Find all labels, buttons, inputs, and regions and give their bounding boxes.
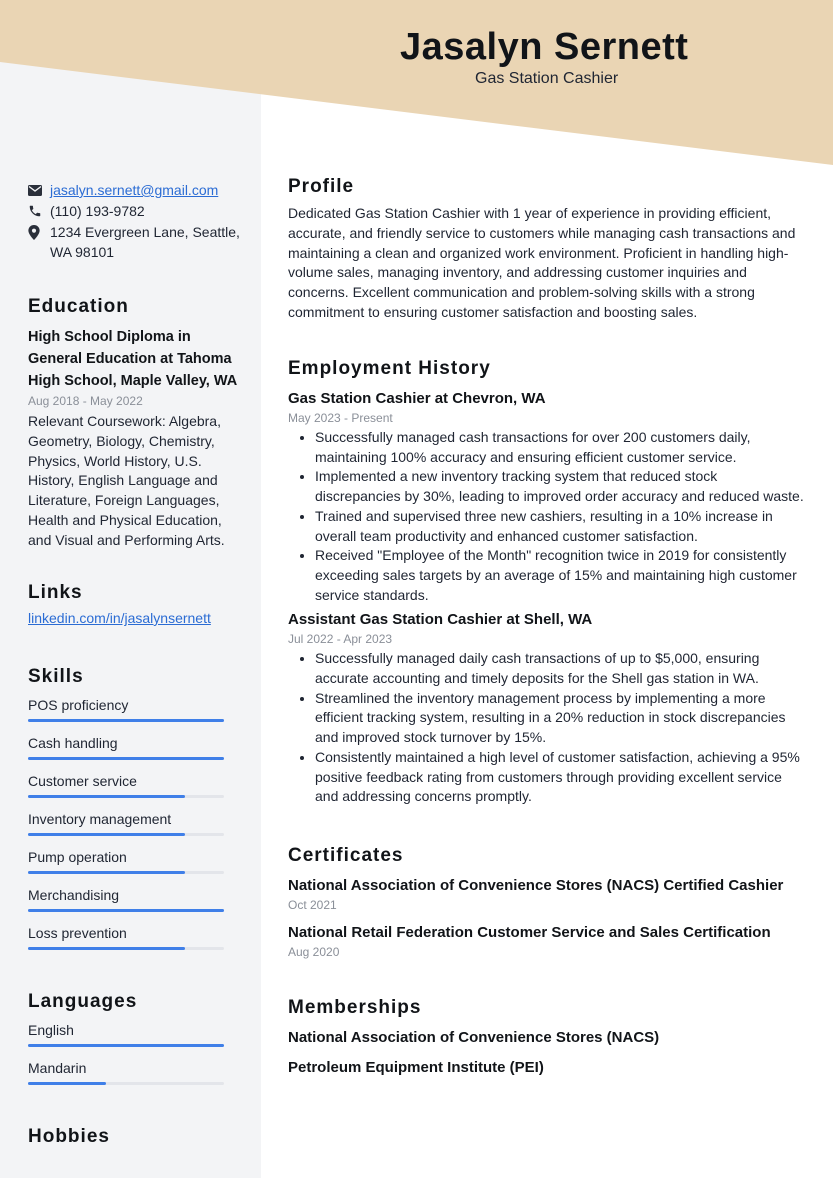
certificates-section [288, 845, 804, 960]
profile-section [288, 176, 804, 323]
hobbies-heading: Hobbies [28, 1126, 110, 1147]
membership-item: Petroleum Equipment Institute (PEI) [288, 1059, 544, 1076]
job-bullet: • Successfully managed daily cash transactions of up to $5,000, ensuring accurate accounting and timely deposits for the Shell gas station in WA. [315, 649, 804, 688]
skill-bar [28, 719, 224, 722]
languages-heading: Languages [28, 991, 138, 1012]
certificate-date: Aug 2020 [288, 945, 340, 959]
job-entry [288, 389, 804, 605]
employment-heading: Employment History [288, 358, 491, 379]
education-details: Relevant Coursework: Algebra, Geometry, Biology, Chemistry, Physics, World History, U.S. History, English Language and Literature, Foreign Languages, Health and Physical Education, and Visual and Performing Arts. [28, 413, 225, 548]
skill-bar-fill [28, 947, 185, 950]
skill-item [28, 922, 243, 960]
skill-bar-fill [28, 909, 224, 912]
skill-bar-fill [28, 871, 185, 874]
skill-label: Loss prevention [28, 925, 127, 941]
language-label: Mandarin [28, 1060, 87, 1076]
language-bar-fill [28, 1082, 106, 1085]
links-section [28, 582, 243, 628]
education-title: High School Diploma in General Education at Tahoma High School, Maple Valley, WA [28, 329, 238, 389]
employment-section [288, 358, 804, 807]
phone-icon [28, 201, 50, 221]
contact-block [28, 180, 243, 263]
language-label: English [28, 1022, 74, 1038]
certificate-title: National Retail Federation Customer Service and Sales Certification [288, 924, 771, 941]
certificate-item [288, 876, 804, 913]
job-title: Gas Station Cashier at Chevron, WA [288, 390, 546, 407]
certificate-item [288, 923, 804, 960]
phone-text: (110) 193-9782 [50, 203, 145, 219]
skill-label: Pump operation [28, 849, 127, 865]
location-pin-icon [28, 222, 50, 242]
job-dates: May 2023 - Present [288, 411, 393, 425]
skill-bar [28, 757, 224, 760]
linkedin-link[interactable]: linkedin.com/in/jasalynsernett [28, 610, 211, 626]
links-heading: Links [28, 582, 83, 603]
skill-bar [28, 871, 224, 874]
job-title-header: Gas Station Cashier [475, 70, 619, 87]
certificate-date: Oct 2021 [288, 898, 337, 912]
certificates-heading: Certificates [288, 845, 404, 866]
languages-section [28, 991, 243, 1095]
skill-item [28, 770, 243, 808]
contact-address-row [28, 222, 243, 262]
candidate-name: Jasalyn Sernett [400, 26, 689, 68]
skill-label: Cash handling [28, 735, 118, 751]
skill-label: Inventory management [28, 811, 172, 827]
education-heading: Education [28, 296, 129, 317]
skills-section [28, 666, 243, 960]
profile-heading: Profile [288, 176, 355, 197]
job-bullet: • Trained and supervised three new cashiers, resulting in a 10% increase in overall team productivity and enhanced customer satisfaction. [315, 507, 804, 546]
job-bullet: • Implemented a new inventory tracking system that reduced stock discrepancies by 30%, leading to improved order accuracy and reduced waste. [315, 467, 804, 506]
email-link[interactable]: jasalyn.sernett@gmail.com [50, 182, 219, 198]
hobbies-section [28, 1126, 243, 1148]
language-item [28, 1057, 243, 1095]
skill-item [28, 694, 243, 732]
job-bullet: • Successfully managed cash transactions for over 200 customers daily, maintaining 100% accuracy and ensuring efficient customer service. [315, 428, 804, 467]
skill-bar-fill [28, 757, 224, 760]
skill-label: Customer service [28, 773, 137, 789]
job-dates: Jul 2022 - Apr 2023 [288, 632, 393, 647]
skills-list [28, 694, 243, 960]
memberships-heading: Memberships [288, 997, 422, 1018]
skill-item [28, 732, 243, 770]
skill-bar [28, 947, 224, 950]
skill-bar [28, 795, 224, 798]
skills-heading: Skills [28, 666, 84, 687]
job-bullets [288, 428, 804, 605]
profile-text: Dedicated Gas Station Cashier with 1 year of experience in providing efficient, accurate, and friendly service to customers while managing cash transactions and maintaining a clean and organized work environment. Proficient in handling high-volume sales, managing inventory, and addressing customer inquiries and concerns. Excellent communication and problem-solving skills with a strong commitment to ensuring customer satisfaction and boosting sales. [288, 205, 796, 320]
memberships-section [288, 997, 804, 1078]
envelope-icon [28, 180, 50, 200]
skill-bar [28, 833, 224, 836]
education-section [28, 296, 243, 551]
certificate-title: National Association of Convenience Stores (NACS) Certified Cashier [288, 877, 784, 894]
skill-item [28, 846, 243, 884]
language-bar [28, 1044, 224, 1047]
language-bar-fill [28, 1044, 224, 1047]
skill-bar-fill [28, 833, 185, 836]
job-bullet: • Streamlined the inventory management process by implementing a more efficient tracking system, resulting in a 20% reduction in stock discrepancies and improved stock turnover by 15%. [315, 689, 804, 748]
job-bullet: • Received "Employee of the Month" recognition twice in 2019 for consistently exceeding sales targets by an average of 15% and maintaining high customer service standards. [315, 546, 804, 605]
job-title: Assistant Gas Station Cashier at Shell, WA [288, 611, 593, 629]
contact-phone-row [28, 201, 243, 221]
skill-item [28, 808, 243, 846]
skill-label: Merchandising [28, 887, 120, 903]
skill-bar-fill [28, 719, 224, 722]
skill-bar [28, 909, 224, 912]
language-item [28, 1019, 243, 1057]
languages-list [28, 1019, 243, 1095]
contact-email-row [28, 180, 243, 200]
skill-bar-fill [28, 795, 185, 798]
membership-item: National Association of Convenience Stores (NACS) [288, 1029, 660, 1046]
job-entry [288, 610, 804, 807]
job-bullet: • Consistently maintained a high level of customer satisfaction, achieving a 95% positive feedback rating from customers through providing excellent service and addressing concerns promptly. [315, 748, 804, 807]
job-bullets [288, 649, 804, 807]
skill-item [28, 884, 243, 922]
language-bar [28, 1082, 224, 1085]
education-dates: Aug 2018 - May 2022 [28, 394, 143, 408]
skill-label: POS proficiency [28, 697, 129, 713]
address-text: 1234 Evergreen Lane, Seattle, WA 98101 [50, 224, 240, 260]
